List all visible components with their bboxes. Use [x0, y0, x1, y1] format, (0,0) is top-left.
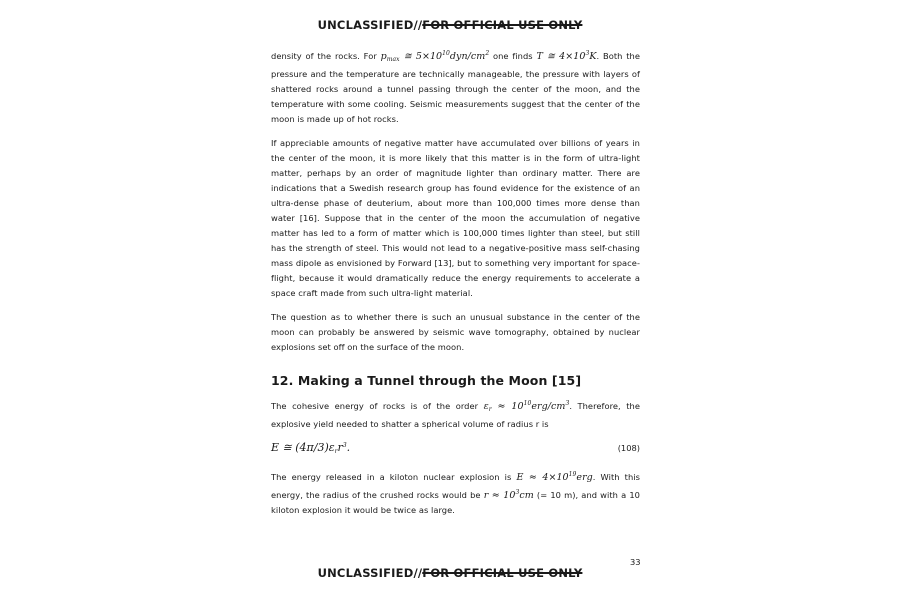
document-body [271, 46, 640, 527]
classification-marking-top [0, 18, 900, 32]
paragraph-kiloton-energy: The energy released in a kiloton nuclear explosion is $E \approx 4\times 10^{19}erg$. With this energy, the radius of the crushed rocks would be $r \approx 10^3cm$ (= 10 m), and with a 10 kiloton explosion it would be twice as large. [271, 471, 640, 515]
paragraph-seismic-tomography: The question as to whether there is such an unusual substance in the center of the moon can probably be answered by seismic wave tomography, obtained by nuclear explosions set off on the surface of the moon. [271, 312, 640, 352]
section-heading: 12. Making a Tunnel through the Moon [15] [271, 373, 582, 388]
paragraph-rock-density: density of the rocks. For $p_{max}$ ≅ $5\times 10^{10}dyn/cm^2$ one finds T ≅ $4\times 10^3K$. Both the pressure and the temperature are technically manageable, the pressure with layers of shattered rocks around a tunnel passing through the center of the moon, and the temperature with some cooling. Seismic measurements suggest that the center of the moon is made up of hot rocks. [271, 50, 640, 124]
kiloton-energy-formula: $E \approx 4\times 10^{19}erg$ [516, 471, 593, 483]
paragraph-negative-matter: If appreciable amounts of negative matter have accumulated over billions of years in the center of the moon, it is more likely that this matter is in the form of ultra-light matter, perhaps by an order of magnitude lighter than ordinary matter. There are indications that a Swedish research group has found evidence for the existence of an ultra-dense phase of deuterium, about more than 100,000 times more dense than water [16]. Suppose that in the center of the moon the accumulation of negative matter has led to a form of matter which is 100,000 times lighter than steel, but still has the strength of steel. This would not lead to a negative-positive mass self-chasing mass dipole as envisioned by Forward [13], but to something very important for space-flight, because it would dramatically reduce the energy requirements to accelerate a space craft made from such ultra-light material. [271, 138, 640, 298]
equation-expression: E ≅ $(4\pi/3)\varepsilon_rr^3$. [271, 441, 351, 455]
classification-struck-text: FOR OFFICIAL USE ONLY [422, 18, 583, 32]
equation-number: (108) [617, 443, 640, 453]
classification-marking-bottom [0, 566, 900, 580]
page-number: 33 [630, 557, 641, 567]
pressure-formula: $p_{max}$ ≅ $5\times 10^{10}dyn/cm^2$ [380, 50, 490, 63]
paragraph-cohesive-energy: The cohesive energy of rocks is of the order $\varepsilon_r \approx 10^{10}erg/cm^3$. Therefore, the explosive yield needed to shatter a spherical volume of radius r is [271, 400, 641, 429]
equation-108 [271, 441, 640, 455]
classification-struck-text: FOR OFFICIAL USE ONLY [422, 566, 583, 580]
temperature-formula: T ≅ $4\times 10^3K$ [536, 50, 597, 62]
cohesive-energy-formula: $\varepsilon_r \approx 10^{10}erg/cm^3$ [483, 400, 570, 413]
classification-prefix: UNCLASSIFIED// [317, 566, 423, 580]
crushed-radius-formula: $r \approx 10^3cm$ [483, 489, 534, 501]
classification-prefix: UNCLASSIFIED// [317, 18, 423, 32]
